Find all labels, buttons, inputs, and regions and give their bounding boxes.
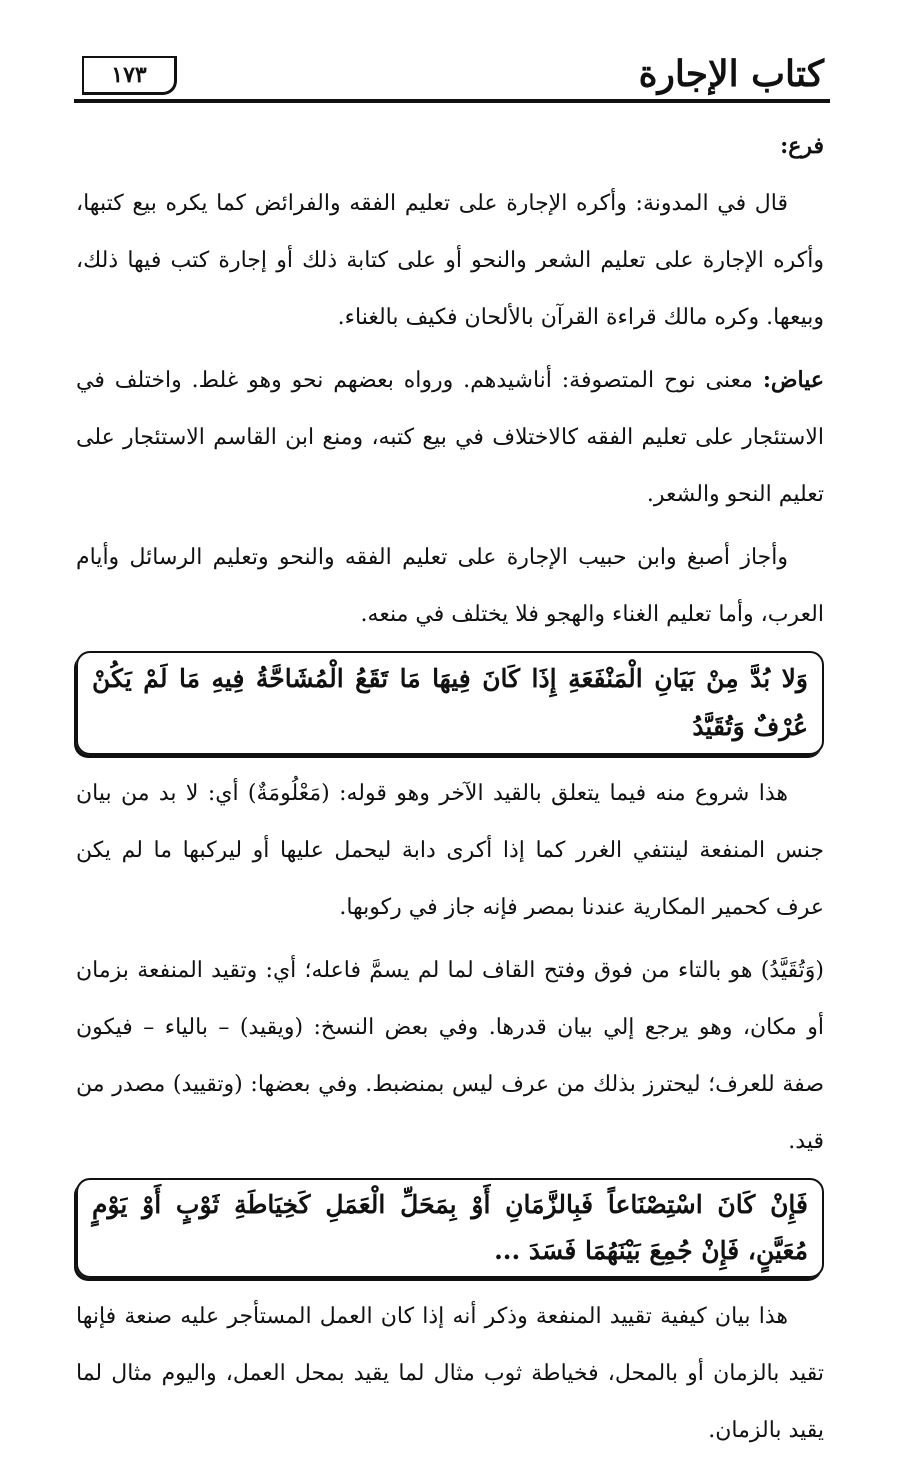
- text-line: الإجارة على تعليم الشعر والنحو أو على كتابة ذلك أو إجارة كتب فيها ذلك، وبيعها.: [76, 248, 824, 330]
- text-line: العرب، وأما تعليم الغناء والهجو فلا يختلف في منعه.: [360, 602, 824, 627]
- paragraph-sharh-1: [76, 765, 824, 936]
- text-line: للعرف؛ ليحترز بذلك من عرف ليس بمنضبط. وفي بعضها: (وتقييد) مصدر من قيد.: [76, 1072, 824, 1154]
- text-line: هذا بيان كيفية تقييد المنفعة وذكر أنه إذا كان العمل المستأجر عليه صنعة فإنها تقيد: [76, 1304, 825, 1386]
- book-title: كتاب الإجارة: [638, 53, 824, 95]
- text-line: وأجاز أصبغ وابن حبيب الإجارة على تعليم الفقه والنحو وتعليم الرسائل وأيام: [76, 545, 789, 570]
- text-line: مكان، وهو يرجع إلي بيان قدرها. وفي بعض النسخ: (ويقيد) – بالياء – فيكون صفة: [76, 1015, 824, 1097]
- page-header: [74, 52, 830, 108]
- text-line: بالزمان أو بالمحل، فخياطة ثوب مثال لما يقيد بمحل العمل، واليوم مثال لما يقيد بالزمان.: [76, 1361, 824, 1443]
- text-line: كحمير المكارية عندنا بمصر فإنه جاز في ركوبها.: [339, 895, 769, 920]
- paragraph-sharh-2: [76, 942, 824, 1170]
- matn-box-2: [76, 1178, 824, 1278]
- paragraph-asbagh: [76, 529, 824, 643]
- matn-text: وَلا بُدَّ مِنْ بَيَانِ الْمَنْفَعَةِ إِذَا كَانَ فِيهَا مَا تَقَعُ الْمُشَاحَّةُ فِيهِ مَا لَمْ يَكُنْ عُرْفٌ وَتُقَيَّدُ: [92, 664, 808, 741]
- paragraph-iyad: [76, 352, 824, 523]
- far-label: فرع:: [780, 133, 824, 159]
- matn-text: فَإِنْ كَانَ اسْتِصْنَاعاً فَبِالزَّمَانِ أَوْ بِمَحَلِّ الْعَمَلِ كَخِيَاطَةِ ثَوْبٍ أَوْ يَوْمٍ مُعَيَّنٍ،: [92, 1190, 808, 1265]
- section-label-far: [76, 118, 824, 175]
- page-number: ١٧٣: [82, 56, 177, 95]
- text-line: هذا شروع منه فيما يتعلق بالقيد الآخر وهو قوله: (مَعْلُومَةٌ) أي: لا بد من بيان: [76, 781, 788, 806]
- text-line: تعليم النحو والشعر.: [646, 482, 824, 507]
- text-line: وكره مالك قراءة القرآن بالألحان فكيف بالغناء.: [337, 305, 760, 330]
- text-line: قال في المدونة: وأكره الإجارة على تعليم الفقه والفرائض كما يكره بيع كتبها، وأكره: [76, 191, 824, 273]
- text-line: جنس المنفعة لينتفي الغرر كما إذا أكرى دابة ليحمل عليها أو ليركبها ما لم يكن عرف: [76, 838, 824, 920]
- header-rule: [74, 99, 830, 103]
- text-line: الاستئجار على تعليم الفقه كالاختلاف في بيع كتبه، ومنع ابن القاسم الاستئجار على: [76, 425, 824, 450]
- text-line: (وَتُقَيَّدُ) هو بالتاء من فوق وفتح القاف لما لم يسمَّ فاعله؛ أي: وتقيد المنفعة بزمان أو: [76, 958, 824, 1040]
- page-content: [76, 118, 824, 1459]
- iyad-label: عياض:: [762, 367, 824, 393]
- paragraph-sharh-3: [76, 1288, 824, 1459]
- paragraph-mudawwana: [76, 175, 824, 346]
- matn-text: فَإِنْ جُمِعَ بَيْنَهُمَا فَسَدَ ...: [494, 1236, 740, 1265]
- text-line: معنى نوح المتصوفة: أناشيدهم. ورواه بعضهم نحو وهو غلط. واختلف في: [76, 368, 753, 393]
- matn-box-1: [76, 651, 824, 755]
